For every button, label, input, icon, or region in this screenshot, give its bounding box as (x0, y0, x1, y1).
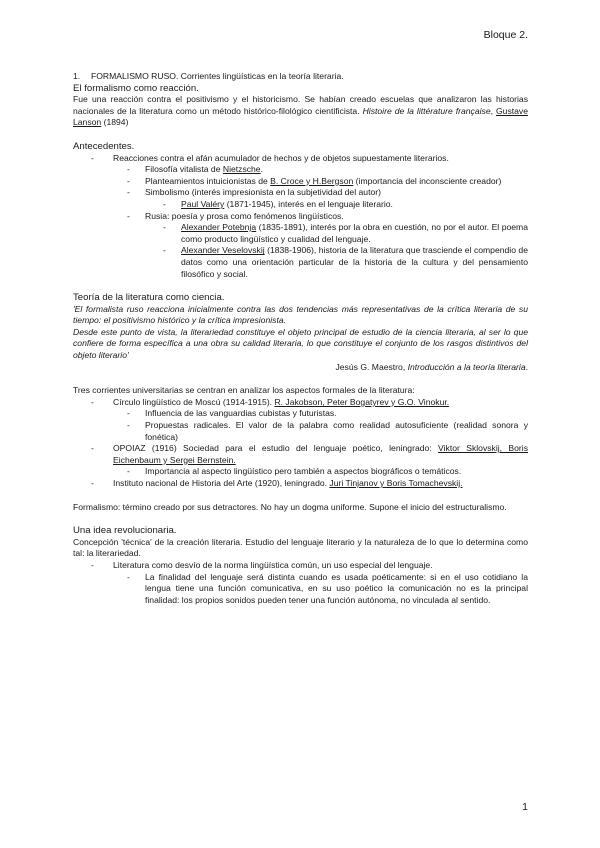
antecedentes-list (73, 153, 528, 281)
citation-author: Jesús G. Maestro, (335, 361, 408, 372)
intro-text: Fue una reacción contra el positivismo y el historicismo. Se habían creado escuelas que analizaron las historias nacionales de la literatura como un método histórico-filológico cientificista. (73, 94, 528, 116)
dash-marker: - (91, 443, 94, 454)
dash-marker: - (91, 396, 94, 407)
section-subtitle: El formalismo como reacción. (73, 82, 199, 94)
list-item (73, 164, 528, 176)
quote-paragraph: Desde este punto de vista, la literariedad constituye el objeto principal de estudio de la ciencia literaria, al ser lo que confiere de forma específica a una obra su calidad literaria, lo que constituye el conjunto de los rasgos distintivos del objeto literario' (73, 326, 528, 361)
teoria-heading: Teoría de la literatura como ciencia. (73, 292, 225, 304)
dash-marker: - (91, 152, 94, 163)
list-item (73, 572, 528, 607)
quote-citation (73, 362, 528, 374)
dash-marker: - (163, 198, 166, 209)
list-item (73, 420, 528, 443)
author-link-valery[interactable]: Paul Valéry (181, 198, 225, 209)
list-item-text: Filosofía vitalista de (145, 164, 223, 175)
list-item-text: (importancia del inconsciente creador) (353, 175, 502, 186)
citation-end: . (525, 361, 528, 372)
list-item-text: (1871-1945), interés en el lenguaje literario. (224, 198, 393, 209)
dash-marker: - (91, 559, 94, 570)
list-item-text: Círculo lingüístico de Moscú (1914-1915). (113, 396, 275, 407)
idea-heading: Una idea revolucionaria. (73, 525, 177, 537)
year-text: (1894) (101, 117, 129, 128)
list-item (73, 211, 528, 223)
list-item-text: (1838-1906), historia de la literatura que trasciende el compendio de datos como una orientación particular de la historia de la cultura y del pensamiento filosófico y social. (181, 245, 528, 279)
section-number: 1. (73, 71, 81, 81)
header-label: Bloque 2. (483, 29, 528, 41)
quote-paragraph: 'El formalista ruso reacciona inicialmente contra las dos tendencias más representativas de la crítica literaria de su tiempo: el positivismo histórico y la crítica impresionista. (73, 303, 528, 326)
list-item-text: La finalidad del lenguaje será distinta cuando es usada poéticamente: si en el uso cotidiano la lengua tiene una función comunicativa, en su uso poético la comunicación no es la principal finalidad: los propios sonidos pueden tener una función autónoma, no vinculada al sentido. (145, 571, 528, 605)
author-link-potebnja[interactable]: Alexander Potebnja (181, 222, 257, 233)
dash-marker: - (91, 478, 94, 488)
dash-marker: - (127, 187, 130, 198)
dash-marker: - (163, 222, 166, 233)
dash-marker: - (127, 175, 130, 186)
dash-marker: - (127, 420, 130, 431)
author-link-nietzsche[interactable]: Nietzsche (222, 164, 261, 175)
author-link-lanson[interactable]: Gustave Lanson (73, 105, 528, 128)
dash-marker: - (127, 466, 130, 477)
antecedentes-heading: Antecedentes. (73, 140, 135, 152)
list-item (73, 478, 528, 490)
author-link-jakobson[interactable]: R. Jakobson, Peter Bogatyrev y G.O. Vinokur. (274, 396, 450, 407)
author-link-veselovskij[interactable]: Alexander Veselovskij (181, 245, 265, 256)
list-item (73, 466, 528, 478)
list-item (73, 408, 528, 420)
author-link-tinjanov[interactable]: Juri Tinjanov y Boris Tomachevskij. (329, 478, 463, 488)
list-item (73, 245, 528, 280)
document-body (73, 71, 528, 606)
dash-marker: - (127, 164, 130, 175)
intro-paragraph (73, 94, 528, 129)
list-item-text: . (260, 164, 263, 175)
dash-marker: - (127, 210, 130, 221)
idea-list (73, 560, 528, 606)
list-item (73, 443, 528, 466)
list-item-text: Influencia de las vanguardias cubistas y futuristas. (145, 408, 337, 419)
author-link-sklovskij[interactable]: Viktor Sklovskij, Boris Eichenbaum y Sergei Bernstein. (113, 443, 528, 465)
list-item (73, 397, 528, 409)
corrientes-intro: Tres corrientes universitarias se centran en analizar los aspectos formales de la literatura: (73, 385, 415, 396)
author-link-croce-bergson[interactable]: B. Croce y H.Bergson (270, 175, 354, 186)
page-number: 1 (522, 801, 528, 813)
section-heading (73, 71, 528, 83)
list-item (73, 222, 528, 245)
list-item-text: Simbolismo (interés impresionista en la subjetividad del autor) (145, 187, 381, 198)
list-item-text: Importancia al aspecto lingüístico pero también a aspectos biográficos o temáticos. (145, 466, 462, 477)
list-item-text: Reacciones contra el afán acumulador de hechos y de objetos supuestamente literarios. (113, 152, 449, 163)
dash-marker: - (127, 408, 130, 419)
list-item (73, 560, 528, 572)
list-item (73, 187, 528, 199)
formalismo-paragraph: Formalismo: término creado por sus detractores. No hay un dogma uniforme. Supone el inicio del estructuralismo. (73, 501, 507, 512)
list-item-text: Rusia: poesía y prosa como fenómenos lingüísticos. (145, 210, 344, 221)
section-title: FORMALISMO RUSO. Corrientes lingüísticas en la teoría literaria. (91, 71, 344, 81)
citation-title: Introducción a la teoría literaria (407, 361, 526, 372)
list-item-text: (1835-1891), interés por la obra en cuestión, no por el autor. El poema como producto lingüístico y cualidad del lenguaje. (181, 222, 528, 244)
idea-paragraph: Concepción 'técnica' de la creación literaria. Estudio del lenguaje literario y la naturaleza de lo que lo determina como tal: la literariedad. (73, 536, 528, 559)
corrientes-list (73, 397, 528, 490)
dash-marker: - (163, 245, 166, 256)
dash-marker: - (127, 571, 130, 582)
work-title: Histoire de la littérature française (362, 105, 491, 116)
list-item (73, 176, 528, 188)
list-item-text: OPOIAZ (1916) Sociedad para el estudio del lenguaje poético, leningrado: (113, 443, 439, 454)
list-item-text: Propuestas radicales. El valor de la palabra como realidad autosuficiente (realidad sonora y fonética) (145, 420, 528, 442)
list-item (73, 153, 528, 165)
list-item (73, 199, 528, 211)
list-item-text: Instituto nacional de Historia del Arte (1920), leningrado. (113, 478, 330, 488)
list-item-text: Planteamientos intuicionistas de (145, 175, 271, 186)
separator: , (490, 105, 496, 116)
list-item-text: Literatura como desvío de la norma lingüística común, un uso especial del lenguaje. (113, 559, 433, 570)
